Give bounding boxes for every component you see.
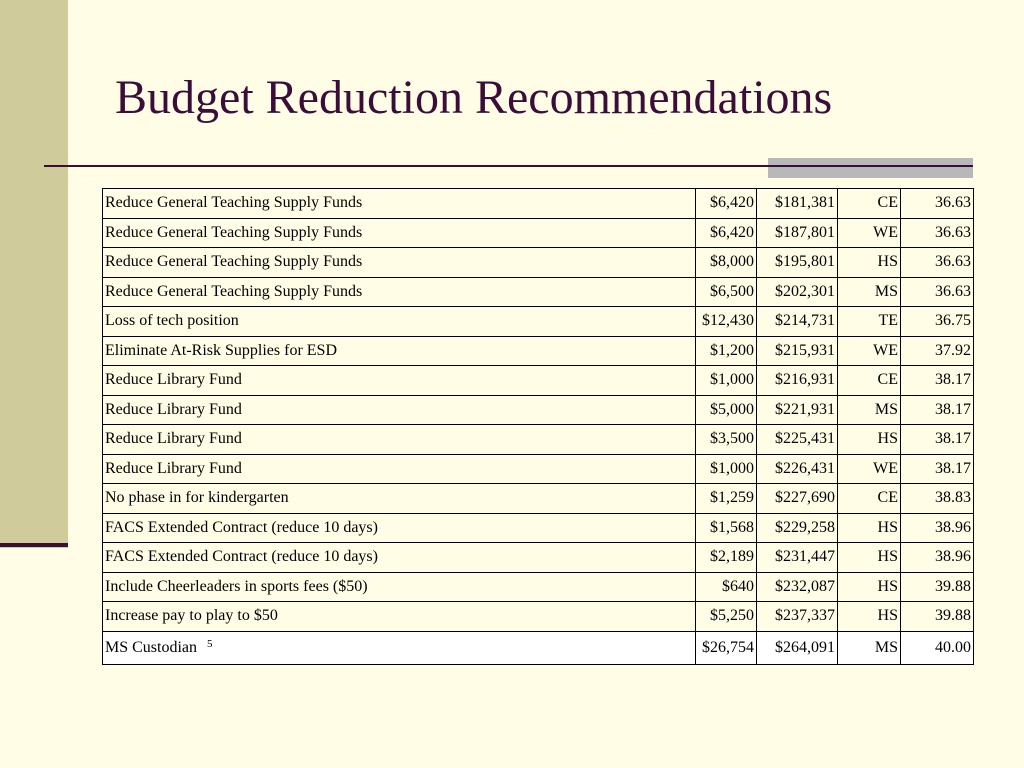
value-cell: 38.17	[901, 454, 974, 484]
school-cell: HS	[838, 543, 901, 573]
cumulative-cell: $215,931	[757, 336, 838, 366]
school-cell: CE	[838, 189, 901, 219]
item-cell: Include Cheerleaders in sports fees ($50)	[103, 572, 696, 602]
left-accent-bar	[0, 0, 68, 548]
value-cell: 37.92	[901, 336, 974, 366]
table-row	[103, 218, 974, 248]
value-cell: 38.17	[901, 395, 974, 425]
item-cell: FACS Extended Contract (reduce 10 days)	[103, 543, 696, 573]
value-cell: 39.88	[901, 572, 974, 602]
item-cell: Loss of tech position	[103, 307, 696, 337]
school-cell: HS	[838, 248, 901, 278]
item-cell: No phase in for kindergarten	[103, 484, 696, 514]
cumulative-cell: $202,301	[757, 277, 838, 307]
cumulative-cell: $181,381	[757, 189, 838, 219]
amount-cell: $6,420	[696, 189, 757, 219]
amount-cell: $1,200	[696, 336, 757, 366]
amount-cell: $8,000	[696, 248, 757, 278]
table-row	[103, 454, 974, 484]
item-cell: Reduce Library Fund	[103, 454, 696, 484]
amount-cell: $6,500	[696, 277, 757, 307]
amount-cell: $5,250	[696, 602, 757, 632]
value-cell: 38.96	[901, 513, 974, 543]
cumulative-cell: $214,731	[757, 307, 838, 337]
cumulative-cell: $231,447	[757, 543, 838, 573]
value-cell: 36.63	[901, 218, 974, 248]
item-cell: Reduce Library Fund	[103, 395, 696, 425]
item-cell: MS Custodian $^5$	[103, 631, 696, 664]
amount-cell: $2,189	[696, 543, 757, 573]
item-cell: FACS Extended Contract (reduce 10 days)	[103, 513, 696, 543]
table-row	[103, 248, 974, 278]
cumulative-cell: $195,801	[757, 248, 838, 278]
amount-cell: $1,568	[696, 513, 757, 543]
amount-cell: $5,000	[696, 395, 757, 425]
value-cell: 36.63	[901, 189, 974, 219]
school-cell: CE	[838, 484, 901, 514]
school-cell: MS	[838, 395, 901, 425]
cumulative-cell: $187,801	[757, 218, 838, 248]
item-cell: Increase pay to play to $50	[103, 602, 696, 632]
item-cell: Reduce General Teaching Supply Funds	[103, 218, 696, 248]
table-row	[103, 189, 974, 219]
value-cell: 36.63	[901, 277, 974, 307]
table-row	[103, 543, 974, 573]
table-row	[103, 572, 974, 602]
value-cell: 36.63	[901, 248, 974, 278]
cumulative-cell: $237,337	[757, 602, 838, 632]
school-cell: HS	[838, 602, 901, 632]
table-row	[103, 336, 974, 366]
table-row	[103, 366, 974, 396]
school-cell: HS	[838, 572, 901, 602]
value-cell: 38.17	[901, 425, 974, 455]
school-cell: CE	[838, 366, 901, 396]
budget-table	[102, 188, 974, 665]
amount-cell: $26,754	[696, 631, 757, 664]
school-cell: HS	[838, 513, 901, 543]
amount-cell: $6,420	[696, 218, 757, 248]
school-cell: MS	[838, 277, 901, 307]
value-cell: 39.88	[901, 602, 974, 632]
amount-cell: $1,259	[696, 484, 757, 514]
amount-cell: $1,000	[696, 366, 757, 396]
amount-cell: $1,000	[696, 454, 757, 484]
item-cell: Reduce Library Fund	[103, 425, 696, 455]
left-accent-line	[0, 543, 68, 547]
school-cell: WE	[838, 218, 901, 248]
decorative-bar-upper	[768, 158, 973, 165]
cumulative-cell: $216,931	[757, 366, 838, 396]
school-cell: MS	[838, 631, 901, 664]
item-cell: Reduce General Teaching Supply Funds	[103, 248, 696, 278]
value-cell: 40.00	[901, 631, 974, 664]
table-row	[103, 277, 974, 307]
table-row	[103, 602, 974, 632]
table-row-ms-custodian	[103, 631, 974, 664]
table-row	[103, 513, 974, 543]
amount-cell: $12,430	[696, 307, 757, 337]
cumulative-cell: $264,091	[757, 631, 838, 664]
item-cell: Reduce General Teaching Supply Funds	[103, 277, 696, 307]
amount-cell: $640	[696, 572, 757, 602]
cumulative-cell: $227,690	[757, 484, 838, 514]
value-cell: 36.75	[901, 307, 974, 337]
cumulative-cell: $221,931	[757, 395, 838, 425]
value-cell: 38.96	[901, 543, 974, 573]
school-cell: WE	[838, 336, 901, 366]
table-row	[103, 484, 974, 514]
value-cell: 38.17	[901, 366, 974, 396]
footnote-marker: 5	[207, 637, 213, 650]
cumulative-cell: $225,431	[757, 425, 838, 455]
amount-cell: $3,500	[696, 425, 757, 455]
item-cell: Eliminate At-Risk Supplies for ESD	[103, 336, 696, 366]
school-cell: HS	[838, 425, 901, 455]
cumulative-cell: $229,258	[757, 513, 838, 543]
school-cell: TE	[838, 307, 901, 337]
cumulative-cell: $232,087	[757, 572, 838, 602]
cumulative-cell: $226,431	[757, 454, 838, 484]
table-row	[103, 395, 974, 425]
table-row	[103, 425, 974, 455]
item-cell: Reduce General Teaching Supply Funds	[103, 189, 696, 219]
value-cell: 38.83	[901, 484, 974, 514]
item-cell: Reduce Library Fund	[103, 366, 696, 396]
slide-title: Budget Reduction Recommendations	[115, 71, 833, 124]
decorative-bar-lower	[768, 167, 973, 178]
school-cell: WE	[838, 454, 901, 484]
table-row	[103, 307, 974, 337]
